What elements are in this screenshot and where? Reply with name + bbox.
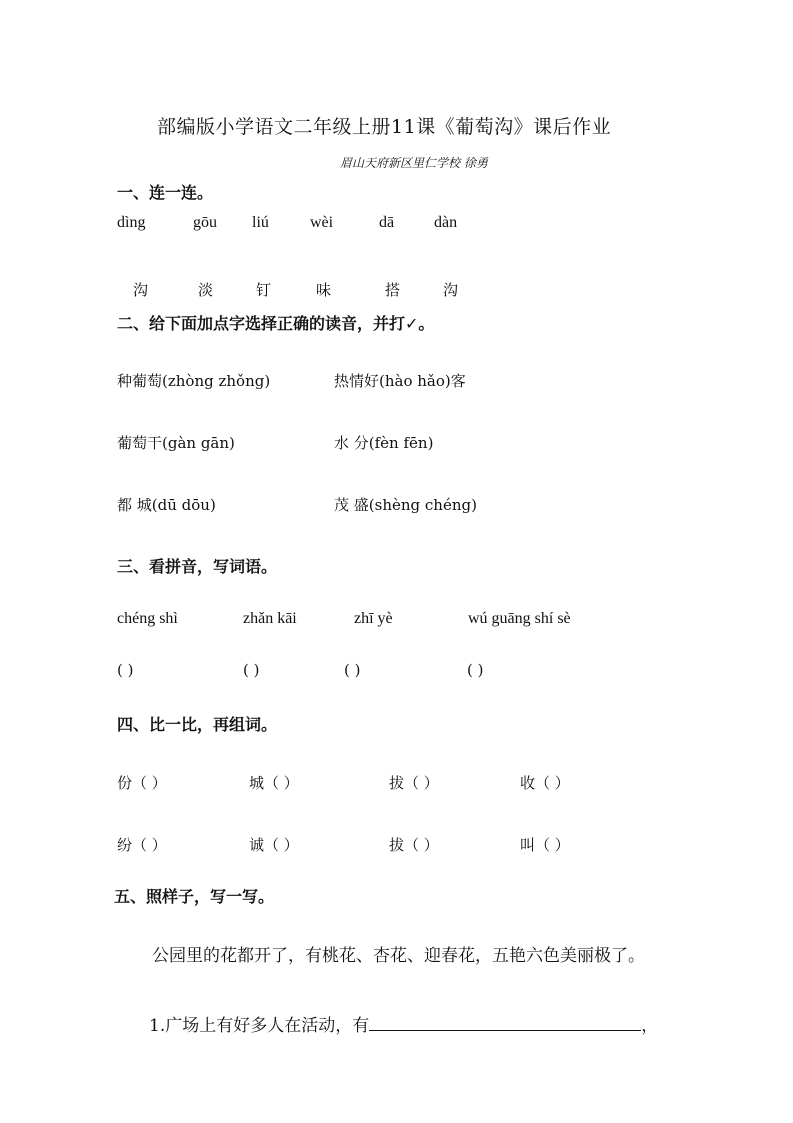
question-1 <box>149 1011 658 1036</box>
author-line: 眉山天府新区里仁学校 徐勇 <box>340 156 488 170</box>
answer-blank[interactable]: ( ) <box>117 661 134 679</box>
char-item: 味 <box>316 281 332 299</box>
pinyin-item: wèi <box>310 214 334 231</box>
reading-choice: 葡萄干(gàn gān) <box>117 434 235 452</box>
question-1-suffix: ， <box>641 1016 659 1036</box>
pinyin-item: gōu <box>193 214 217 231</box>
word-group-item[interactable]: 份（ ） <box>117 774 167 792</box>
page-title: 部编版小学语文二年级上册11课《葡萄沟》课后作业 <box>157 116 612 138</box>
answer-blank[interactable]: ( ) <box>243 661 260 679</box>
pinyin-item: dàn <box>434 214 458 231</box>
pinyin-item: dā <box>379 214 395 231</box>
char-item: 沟 <box>443 281 459 299</box>
word-group-item[interactable]: 收（ ） <box>520 774 570 792</box>
example-sentence: 公园里的花都开了，有桃花、杏花、迎春花，五艳六色美丽极了。 <box>152 946 645 966</box>
pinyin-word: chéng shì <box>117 610 178 627</box>
char-item: 淡 <box>198 281 214 299</box>
reading-choice: 水 分(fèn fēn) <box>334 434 434 452</box>
reading-choice: 种葡萄(zhòng zhǒng) <box>117 372 271 390</box>
section-2-heading: 二、给下面加点字选择正确的读音，并打✓。 <box>117 314 435 333</box>
pinyin-item: dìng <box>117 214 146 231</box>
reading-choice: 热情好(hào hǎo)客 <box>334 372 466 390</box>
answer-blank[interactable]: ( ) <box>467 661 484 679</box>
section-1-heading: 一、连一连。 <box>117 183 214 202</box>
word-group-item[interactable]: 拔（ ） <box>389 774 439 792</box>
pinyin-item: liú <box>252 214 269 231</box>
reading-choice: 茂 盛(shèng chéng) <box>334 496 477 514</box>
char-item: 沟 <box>133 281 149 299</box>
answer-blank[interactable]: ( ) <box>344 661 361 679</box>
pinyin-word: wú guāng shí sè <box>468 610 571 627</box>
question-1-prefix: 1.广场上有好多人在活动，有 <box>149 1016 370 1036</box>
section-3-heading: 三、看拼音，写词语。 <box>117 557 278 576</box>
section-4-heading: 四、比一比，再组词。 <box>117 715 278 734</box>
word-group-item[interactable]: 纷（ ） <box>117 836 167 854</box>
word-group-item[interactable]: 城（ ） <box>249 774 299 792</box>
section-5-heading: 五、照样子，写一写。 <box>114 887 275 906</box>
pinyin-word: zhǎn kāi <box>243 610 297 627</box>
word-group-item[interactable]: 诚（ ） <box>249 836 299 854</box>
word-group-item[interactable]: 叫（ ） <box>520 836 570 854</box>
char-item: 搭 <box>385 281 401 299</box>
reading-choice: 都 城(dū dōu) <box>117 496 216 514</box>
word-group-item[interactable]: 拔（ ） <box>389 836 439 854</box>
question-1-blank[interactable] <box>369 1016 641 1031</box>
char-item: 钉 <box>256 281 272 299</box>
pinyin-word: zhī yè <box>354 610 393 627</box>
